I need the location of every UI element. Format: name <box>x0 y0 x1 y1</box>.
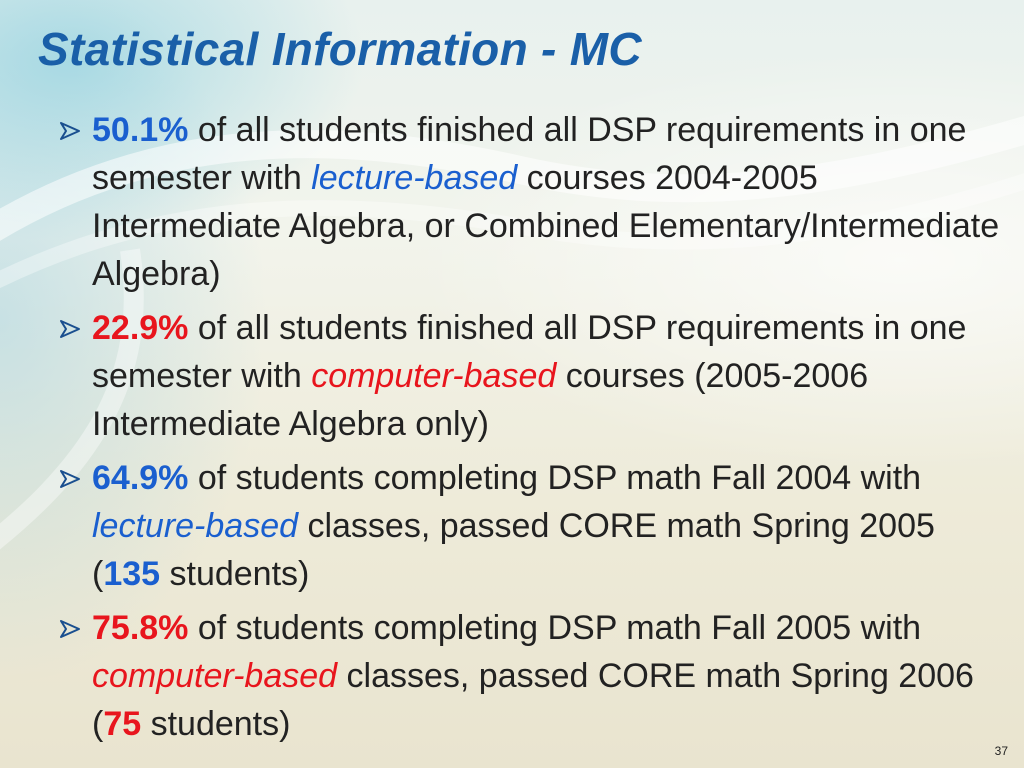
list-item <box>58 304 1008 448</box>
list-item <box>58 604 1008 748</box>
student-count: 135 <box>103 555 161 593</box>
bullet-text: of students completing DSP math Fall 2004 with <box>188 459 922 497</box>
bullet-text: of all students finished all DSP requirements in one semester with <box>92 111 967 197</box>
bullet-text: classes, passed CORE math Spring 2005 ( <box>92 507 935 593</box>
method-label: lecture-based <box>92 507 299 545</box>
list-item <box>58 106 1008 298</box>
bullet-text: classes, passed CORE math Spring 2006 ( <box>92 657 974 743</box>
statistic-value: 22.9% <box>92 309 189 347</box>
statistic-value: 64.9% <box>92 459 189 497</box>
student-count: 75 <box>103 705 142 743</box>
statistic-value: 50.1% <box>92 111 189 149</box>
bullet-text: courses 2004-2005 Intermediate Algebra, or Combined Elementary/Intermediate Algebra) <box>92 159 1000 293</box>
arrow-bullet-icon <box>58 467 82 491</box>
bullet-text: of all students finished all DSP requirements in one semester with <box>92 309 967 395</box>
bullet-text: students) <box>160 555 310 593</box>
arrow-bullet-icon <box>58 119 82 143</box>
page-title: Statistical Information - MC <box>38 23 642 75</box>
arrow-bullet-icon <box>58 617 82 641</box>
bullet-text: of students completing DSP math Fall 2005 with <box>188 609 922 647</box>
bullet-list <box>58 106 1008 754</box>
method-label: computer-based <box>311 357 557 395</box>
arrow-bullet-icon <box>58 317 82 341</box>
bullet-text: courses (2005-2006 Intermediate Algebra only) <box>92 357 869 443</box>
page-number: 37 <box>994 744 1008 758</box>
list-item <box>58 454 1008 598</box>
method-label: computer-based <box>92 657 338 695</box>
statistic-value: 75.8% <box>92 609 189 647</box>
method-label: lecture-based <box>311 159 518 197</box>
bullet-text: students) <box>141 705 291 743</box>
